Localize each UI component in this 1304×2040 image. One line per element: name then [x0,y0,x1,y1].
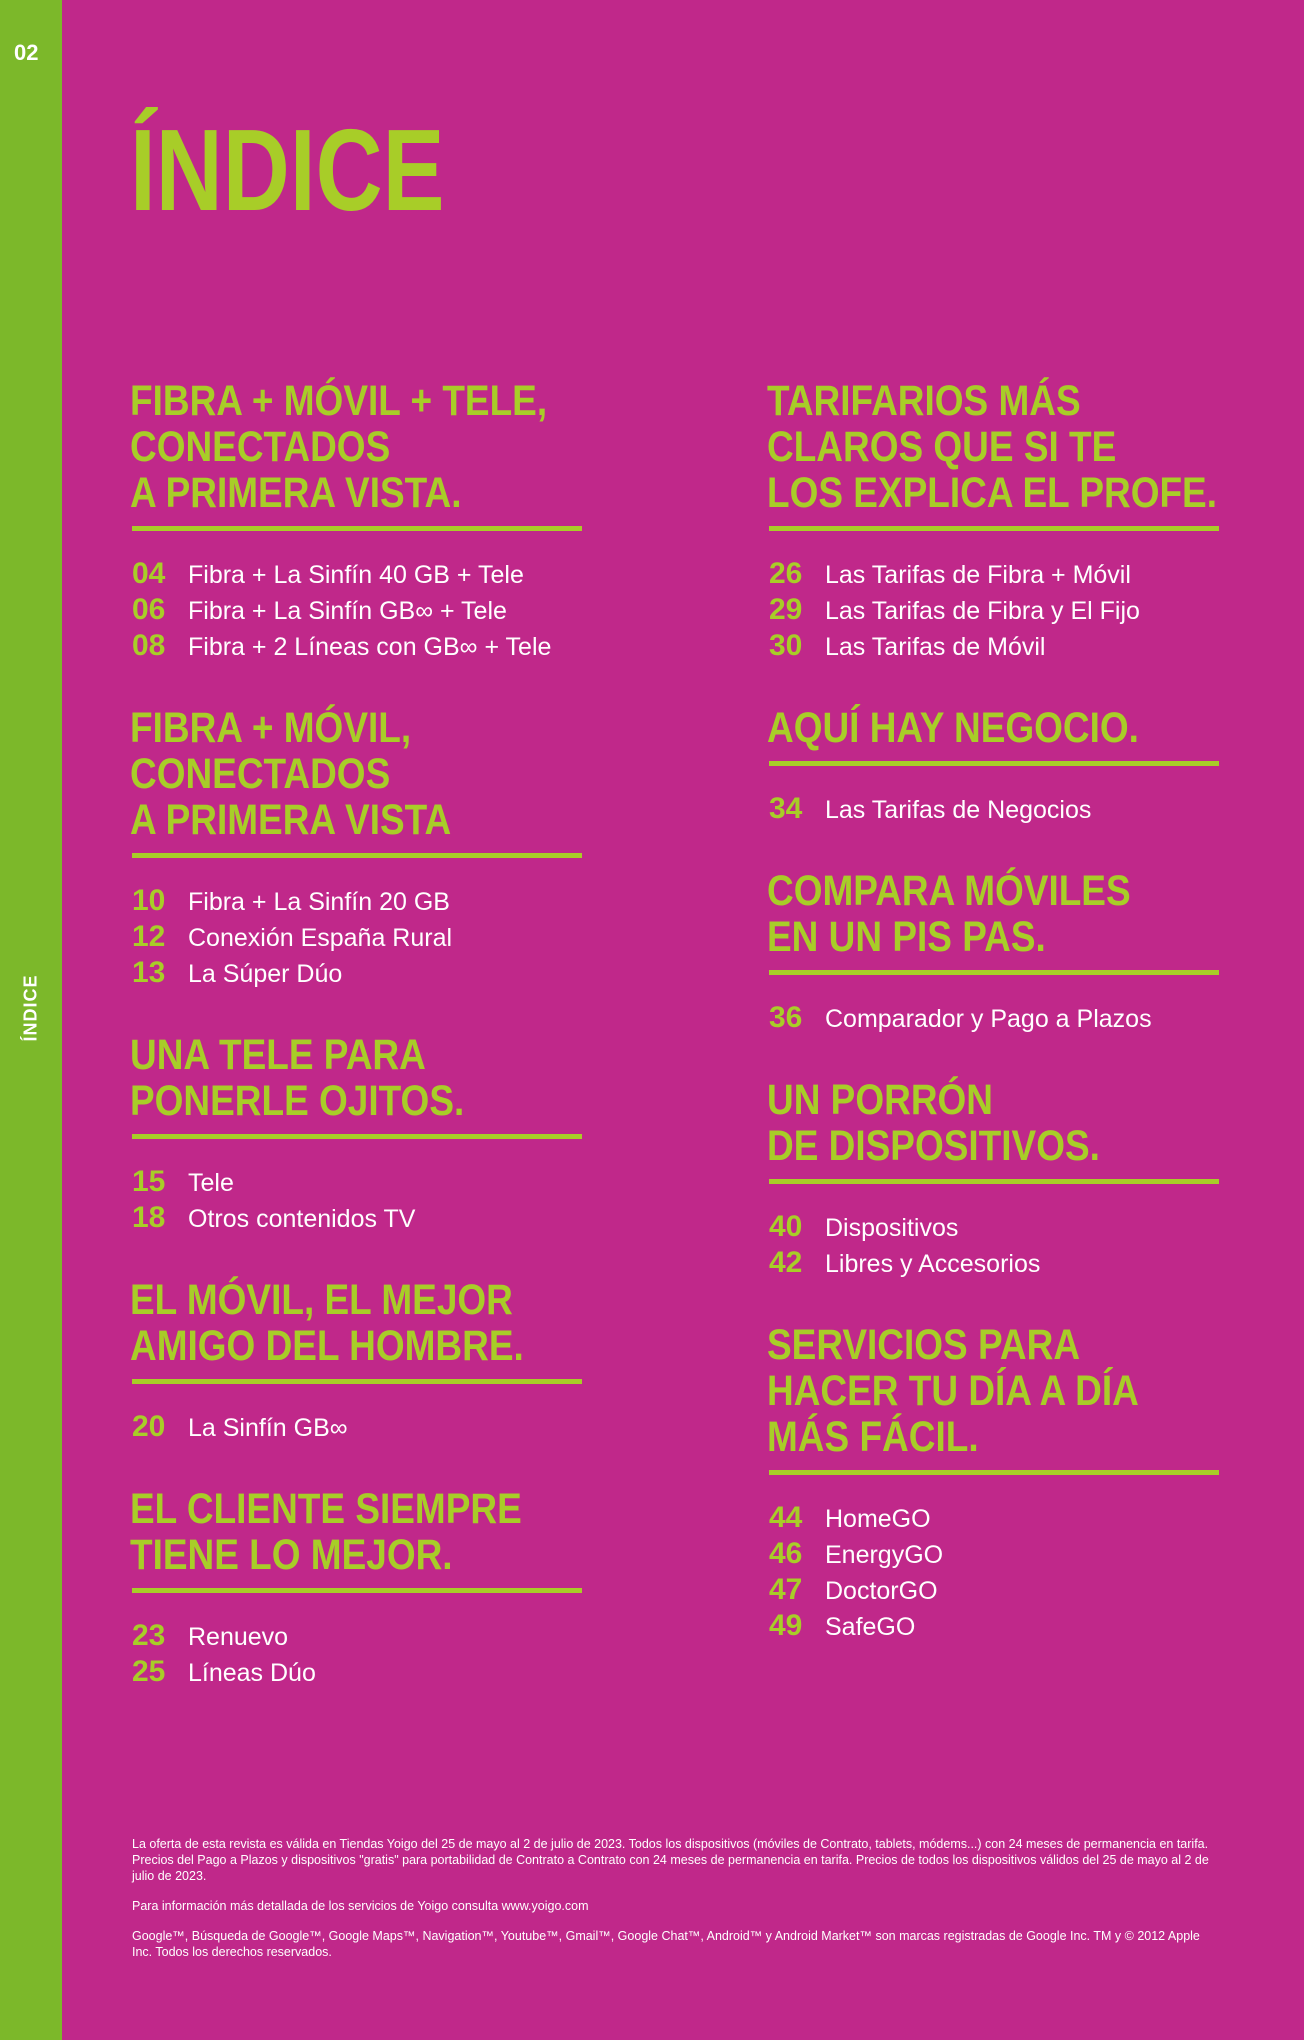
section-divider [769,1470,1219,1475]
entry-label: Las Tarifas de Negocios [825,796,1092,824]
entry-label: Líneas Dúo [188,1659,316,1687]
entry-label: Comparador y Pago a Plazos [825,1005,1152,1033]
entry-label: Las Tarifas de Móvil [825,633,1046,661]
section-heading: AQUÍ HAY NEGOCIO. [767,704,1139,752]
section-divider [769,761,1219,766]
toc-entry[interactable] [132,884,670,920]
entry-label: Dispositivos [825,1214,959,1242]
page-ref-number: 47 [769,1573,803,1606]
toc-list [132,1410,670,1446]
section-heading: EL CLIENTE SIEMPRE TIENE LO MEJOR. [130,1485,522,1579]
entry-label: Fibra + La Sinfín GB∞ + Tele [188,597,507,625]
toc-entry[interactable] [769,557,1304,593]
toc-section [130,705,670,992]
toc-entry[interactable] [132,1410,670,1446]
toc-entry[interactable] [132,956,670,992]
offer-disclaimer: La oferta de esta revista es válida en Tiendas Yoigo del 25 de mayo al 2 de julio de 2023. Todos los dispositivos (móviles de Contrato, tablets, módems...) con 24 meses de permanencia en tarifa. Precios del Pago a Plazos y dispositivos "gratis" para portabilidad de Contrato a Contrato con 24 meses de permanencia en tarifa. Precios de todos los dispositivos válidos del 25 de mayo al 2 de julio de 2023. [132,1837,1209,1883]
entry-label: Las Tarifas de Fibra + Móvil [825,561,1131,589]
entry-label: Renuevo [188,1623,289,1651]
toc-list [132,884,670,992]
page-title: ÍNDICE [130,105,445,235]
page-ref-number: 49 [769,1609,803,1642]
section-heading: TARIFARIOS MÁS CLAROS QUE SI TE LOS EXPLICA EL PROFE. [767,377,1217,517]
toc-section [767,1077,1304,1282]
toc-entry[interactable] [769,593,1304,629]
toc-entry[interactable] [132,1201,670,1237]
section-divider [132,853,582,858]
toc-section [130,1277,670,1446]
toc-list [132,557,670,665]
page-ref-number: 25 [132,1655,166,1688]
entry-label: La Sinfín GB∞ [188,1414,348,1442]
toc-list [132,1165,670,1237]
page-ref-number: 18 [132,1201,166,1234]
page-ref-number: 08 [132,629,166,662]
entry-label: Fibra + 2 Líneas con GB∞ + Tele [188,633,552,661]
page-ref-number: 26 [769,557,803,590]
entry-label: SafeGO [825,1613,916,1641]
toc-list [769,792,1304,828]
info-note: Para información más detallada de los servicios de Yoigo consulta www.yoigo.com [132,1899,589,1913]
trademark-note: Google™, Búsqueda de Google™, Google Maps™, Navigation™, Youtube™, Gmail™, Google Chat™, Android™ y Android Market™ son marcas registradas de Google Inc. TM y © 2012 Apple Inc. Todos los derechos reservados. [132,1929,1200,1959]
toc-entry[interactable] [132,920,670,956]
page-ref-number: 20 [132,1410,166,1443]
entry-label: HomeGO [825,1505,931,1533]
page-ref-number: 23 [132,1619,166,1652]
left-column [130,378,670,1731]
page-ref-number: 44 [769,1501,803,1534]
toc-section [767,378,1304,665]
entry-label: Otros contenidos TV [188,1205,416,1233]
entry-label: EnergyGO [825,1541,944,1569]
section-divider [769,526,1219,531]
toc-entry[interactable] [132,557,670,593]
section-divider [132,526,582,531]
page-ref-number: 30 [769,629,803,662]
toc-section [130,1486,670,1691]
toc-list [769,1210,1304,1282]
toc-list [769,1001,1304,1037]
toc-section [767,705,1304,828]
section-heading: EL MÓVIL, EL MEJOR AMIGO DEL HOMBRE. [130,1276,524,1370]
toc-entry[interactable] [132,1655,670,1691]
page-ref-number: 40 [769,1210,803,1243]
page-ref-number: 04 [132,557,166,590]
toc-list [769,1501,1304,1645]
sidebar-strip [0,0,62,2040]
page-ref-number: 46 [769,1537,803,1570]
toc-section [767,1322,1304,1645]
toc-entry[interactable] [769,1210,1304,1246]
toc-entry[interactable] [769,1001,1304,1037]
side-section-label: ÍNDICE [20,974,41,1042]
toc-entry[interactable] [132,1165,670,1201]
section-heading: FIBRA + MÓVIL + TELE, CONECTADOS A PRIMERA VISTA. [130,377,548,517]
page-number: 02 [14,40,39,65]
toc-list [769,557,1304,665]
entry-label: Tele [188,1169,234,1197]
toc-entry[interactable] [769,1246,1304,1282]
entry-label: La Súper Dúo [188,960,343,988]
entry-label: Conexión España Rural [188,924,453,952]
page-ref-number: 10 [132,884,166,917]
toc-entry[interactable] [769,1573,1304,1609]
toc-entry[interactable] [132,1619,670,1655]
toc-entry[interactable] [132,629,670,665]
page-ref-number: 13 [132,956,166,989]
entry-label: Fibra + La Sinfín 40 GB + Tele [188,561,524,589]
page-ref-number: 06 [132,593,166,626]
section-heading: COMPARA MÓVILES EN UN PIS PAS. [767,867,1131,961]
toc-entry[interactable] [769,1501,1304,1537]
page-ref-number: 12 [132,920,166,953]
page-ref-number: 34 [769,792,803,825]
entry-label: DoctorGO [825,1577,938,1605]
page-ref-number: 15 [132,1165,166,1198]
section-divider [132,1379,582,1384]
footer-legal [132,1836,1222,1974]
toc-entry[interactable] [769,792,1304,828]
toc-section [130,378,670,665]
toc-entry[interactable] [769,1537,1304,1573]
entry-label: Fibra + La Sinfín 20 GB [188,888,450,916]
section-divider [132,1134,582,1139]
page-ref-number: 42 [769,1246,803,1279]
toc-section [767,868,1304,1037]
toc-entry[interactable] [769,629,1304,665]
toc-entry[interactable] [132,593,670,629]
section-divider [769,1179,1219,1184]
entry-label: Libres y Accesorios [825,1250,1041,1278]
toc-entry[interactable] [769,1609,1304,1645]
section-heading: UNA TELE PARA PONERLE OJITOS. [130,1031,465,1125]
section-heading: UN PORRÓN DE DISPOSITIVOS. [767,1076,1100,1170]
section-heading: FIBRA + MÓVIL, CONECTADOS A PRIMERA VISTA [130,704,452,844]
right-column [767,378,1304,1685]
section-divider [769,970,1219,975]
entry-label: Las Tarifas de Fibra y El Fijo [825,597,1140,625]
page-ref-number: 29 [769,593,803,626]
toc-list [132,1619,670,1691]
section-heading: SERVICIOS PARA HACER TU DÍA A DÍA MÁS FÁCIL. [767,1321,1139,1461]
section-divider [132,1588,582,1593]
toc-section [130,1032,670,1237]
page-ref-number: 36 [769,1001,803,1034]
